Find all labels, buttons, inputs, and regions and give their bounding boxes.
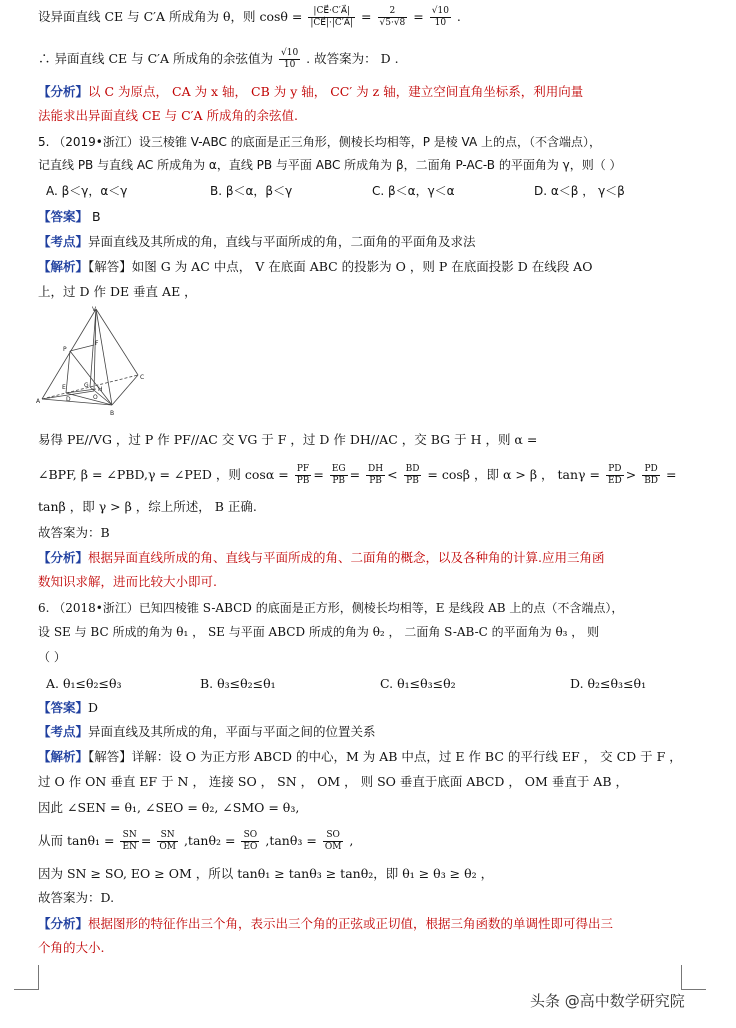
solution-text: ,tanθ₃ =: [265, 833, 317, 848]
question-text: 6. （2018•浙江）已知四棱锥 S-ABCD 的底面是正方形，侧棱长均相等，E 是线段 AB 上的点（不含端点），: [38, 601, 624, 615]
fraction-numerator: PD: [606, 464, 624, 476]
solution-text: 因此 ∠SEN = θ₁, ∠SEO = θ₂, ∠SMO = θ₃,: [38, 800, 300, 815]
answer-value: D: [88, 700, 99, 715]
derivation-text: 易得 PE//VG ，过 P 作 PF//AC 交 VG 于 F ，过 D 作 DH//AC ，交 BG 于 H ，则 α =: [38, 432, 538, 447]
fraction: [323, 830, 344, 853]
fraction: [241, 830, 259, 853]
final-answer-text: 故答案为：D.: [38, 890, 115, 905]
fraction-numerator: SN: [157, 830, 178, 842]
fraction-numerator: |CE⃗·C′A⃗|: [308, 6, 355, 18]
fraction: [430, 6, 451, 29]
fraction-denominator: PB: [369, 476, 382, 486]
fraction: [330, 464, 348, 487]
fraction: [295, 464, 312, 487]
question-6-stem-paren: [38, 647, 66, 667]
solution-text: 详解：设 O 为正方形 ABCD 的中心，M 为 AB 中点，过 E 作 BC 的平行线 EF ， 交 CD 于 F ，: [131, 749, 682, 764]
derivation-text: ∠BPF, β = ∠PBD,γ = ∠PED ，则 cosα =: [38, 467, 289, 482]
edge-bc: [112, 375, 138, 405]
fraction-numerator: SN: [120, 830, 138, 842]
derivation-line-2: ∠BPF, β = ∠PBD,γ = ∠PED ，则 cosα = $\frac{PF}{PB}$ = $\frac{EG}{PB}$ = $\frac{DH}{PB}$ < $\frac{BD}{PB}$ = cosβ ，即 α > β ， tanγ = $\frac{PD}{ED}$ > $\frac{PD}{BD}$ =: [38, 464, 677, 486]
solution-text: ,tanθ₂ =: [183, 833, 236, 848]
derivation-line-1: [38, 430, 537, 450]
label-b: B: [110, 410, 115, 417]
label-a: A: [36, 398, 41, 405]
analysis-text: 根据异面直线所成的角、直线与平面所成的角、二面角的概念，以及各种角的计算.应用三角函: [88, 550, 605, 565]
option-a: A. β＜γ，α＜γ: [46, 184, 128, 198]
option-d: D. α＜β ， γ＜β: [534, 184, 625, 198]
edge-vc: [96, 309, 138, 375]
text-segment: =: [413, 9, 424, 24]
solution-line-compare: [38, 864, 493, 884]
fraction-denominator: OM: [324, 842, 342, 852]
question-text: 记直线 PB 与直线 AC 所成角为 α，直线 PB 与平面 ABC 所成角为 β，二面角 P-AC-B 的平面角为 γ，则（ ）: [38, 158, 622, 172]
knowledge-text: 异面直线及其所成的角，直线与平面所成的角，二面角的平面角及求法: [88, 234, 476, 249]
label-d: D: [66, 396, 71, 403]
solution-line-tan: 从而 tanθ₁ = $\frac{SN}{EN}$ = $\frac{SN}{OM}$ ,tanθ₂ = $\frac{SO}{EO}$ ,tanθ₃ = $\frac{SO}{OM}$ ,: [38, 830, 354, 852]
label-p: P: [63, 346, 67, 353]
solution-subtag: 【解答】: [88, 259, 132, 274]
fraction: [120, 830, 138, 853]
label-v: V: [92, 306, 97, 313]
fraction-numerator: BD: [405, 464, 420, 474]
analysis-paragraph: [38, 82, 583, 102]
knowledge-tag: 【考点】: [38, 234, 89, 249]
fraction: [308, 6, 355, 29]
fraction-numerator: PD: [642, 464, 660, 476]
tetrahedron-figure: [36, 305, 154, 417]
fraction: [404, 464, 422, 487]
derivation-text: tanβ ，即 γ > β ，综上所述， B 正确.: [38, 499, 257, 514]
question-text: （ ）: [38, 650, 66, 664]
analysis-paragraph-cont: [38, 106, 298, 126]
knowledge-point-line: [38, 232, 476, 252]
question-5-stem-cont: [38, 155, 622, 175]
fraction: [642, 464, 660, 487]
analysis-text: 以 C 为原点， CA 为 x 轴， CB 为 y 轴， CC′ 为 z 轴，建立空间直角坐标系，利用向量: [88, 84, 584, 99]
derivation-text: =: [666, 467, 677, 482]
question-text: 设 SE 与 BC 所成的角为 θ₁ ， SE 与平面 ABCD 所成的角为 θ₂ ， 二面角 S-AB-C 的平面角为 θ₃ ， 则: [38, 625, 600, 639]
knowledge-point-line: [38, 722, 376, 742]
fraction-denominator: √5·√8: [379, 18, 406, 28]
final-answer-text: 故答案为：B: [38, 525, 110, 540]
label-h: H: [98, 386, 103, 393]
fraction-denominator: PB: [406, 476, 419, 486]
fraction: [366, 464, 385, 487]
option-b: B. β＜α，β＜γ: [210, 184, 293, 198]
knowledge-tag: 【考点】: [38, 724, 89, 739]
fraction-numerator: SO: [241, 830, 259, 842]
solution-subtag: 【解答】: [88, 749, 132, 764]
analysis-paragraph-cont: [38, 938, 104, 958]
final-answer-line: [38, 523, 110, 543]
label-e: E: [62, 384, 66, 391]
knowledge-text: 异面直线及其所成的角，平面与平面之间的位置关系: [88, 724, 376, 739]
fraction-denominator: EN: [122, 842, 137, 852]
fraction-numerator: DH: [368, 464, 384, 474]
final-answer-line: [38, 888, 114, 908]
option-a: A. θ₁≤θ₂≤θ₃: [46, 676, 122, 691]
analysis-tag: 【分析】: [38, 916, 89, 931]
label-c: C: [140, 374, 145, 381]
solution-text: ,: [349, 833, 354, 848]
analysis-text: 个角的大小.: [38, 940, 105, 955]
answer-line: [38, 698, 98, 718]
fraction: [378, 6, 408, 29]
fraction-numerator: EG: [331, 464, 346, 474]
text-segment: 设异面直线 CE 与 C′A 所成角为 θ，则 cosθ =: [38, 9, 303, 24]
analysis-text: 数知识求解，进而比较大小即可.: [38, 574, 217, 589]
fraction-denominator: ED: [607, 476, 622, 486]
solution-tag: 【解析】: [38, 259, 89, 274]
derivation-text: = cosβ ，即 α > β ， tanγ =: [427, 467, 600, 482]
option-c: C. β＜α，γ＜α: [372, 184, 455, 198]
text-segment: =: [361, 9, 372, 24]
text-segment: .: [456, 9, 461, 24]
analysis-tag: 【分析】: [38, 550, 89, 565]
fraction-denominator: |CE⃗|·|C′A⃗|: [310, 18, 354, 28]
option-d: D. θ₂≤θ₃≤θ₁: [570, 676, 647, 691]
analysis-text: 根据图形的特征作出三个角，表示出三个角的正弦或正切值，根据三角函数的单调性即可得出三: [88, 916, 614, 931]
solution-text: 因为 SN ≥ SO, EO ≥ OM ，所以 tanθ₁ ≥ tanθ₃ ≥ tanθ₂，即 θ₁ ≥ θ₃ ≥ θ₂ ，: [38, 866, 494, 881]
fraction-numerator: 2: [378, 6, 408, 18]
answer-value: B: [92, 209, 101, 224]
line-pb: [70, 351, 112, 405]
fraction-denominator: PB: [296, 476, 310, 486]
label-f: F: [95, 340, 99, 347]
option-b: B. θ₃≤θ₂≤θ₁: [200, 676, 276, 691]
fraction-denominator: 10: [283, 60, 296, 70]
fraction-denominator: OM: [159, 842, 176, 852]
answer-tag: 【答案】: [38, 209, 89, 224]
option-c: C. θ₁≤θ₃≤θ₂: [380, 676, 456, 691]
solution-text: 上，过 D 作 DE 垂直 AE ，: [38, 284, 197, 299]
fraction-denominator: 10: [434, 18, 447, 28]
analysis-paragraph: [38, 914, 613, 934]
page-corner-mark-right: [681, 965, 706, 990]
solution-line-angles: [38, 798, 299, 818]
fraction-numerator: √10: [280, 48, 299, 58]
solution-line: [38, 747, 682, 767]
label-o: O: [93, 394, 98, 401]
fraction: [157, 830, 178, 853]
solution-line-cos: [38, 6, 461, 29]
fraction-denominator: PB: [332, 476, 346, 486]
analysis-paragraph: [38, 548, 605, 568]
question-6-stem-cont: [38, 622, 599, 642]
answer-tag: 【答案】: [38, 700, 89, 715]
fraction-numerator: PF: [295, 464, 312, 476]
fraction: [279, 48, 300, 71]
derivation-line-3: [38, 497, 257, 517]
fraction: [606, 464, 624, 487]
analysis-text: 法能求出异面直线 CE 与 C′A 所成角的余弦值.: [38, 108, 298, 123]
solution-tag: 【解析】: [38, 749, 89, 764]
solution-line-cont: [38, 282, 197, 302]
analysis-tag: 【分析】: [38, 84, 89, 99]
solution-text: 如图 G 为 AC 中点， V 在底面 ABC 的投影为 O ，则 P 在底面投影 D 在线段 AO: [131, 259, 593, 274]
solution-text: 过 O 作 ON 垂直 EF 于 N ， 连接 SO ， SN ， OM ， 则 SO 垂直于底面 ABCD ， OM 垂直于 AB ，: [38, 774, 628, 789]
fraction-denominator: BD: [644, 476, 659, 486]
question-text: 5. （2019•浙江）设三棱锥 V-ABC 的底面是正三角形，侧棱长均相等，P 是棱 VA 上的点，（不含端点），: [38, 135, 602, 149]
conclusion-line: [38, 48, 399, 71]
question-5-stem: [38, 132, 601, 152]
text-segment: . 故答案为： D .: [306, 51, 399, 66]
fraction-denominator: EO: [243, 842, 258, 852]
watermark: 头条 @高中数学研究院: [530, 992, 685, 1010]
label-g: G: [84, 382, 89, 389]
fraction-numerator: √10: [431, 6, 449, 16]
solution-line-cont: [38, 772, 628, 792]
fraction-numerator: SO: [323, 830, 344, 842]
solution-line: [38, 257, 592, 277]
page-corner-mark-left: [14, 965, 39, 990]
question-6-stem: [38, 598, 623, 618]
solution-text: 从而 tanθ₁ =: [38, 833, 115, 848]
analysis-paragraph-cont: [38, 572, 217, 592]
text-segment: ∴ 异面直线 CE 与 C′A 所成角的余弦值为: [38, 51, 273, 66]
answer-line: [38, 207, 101, 227]
